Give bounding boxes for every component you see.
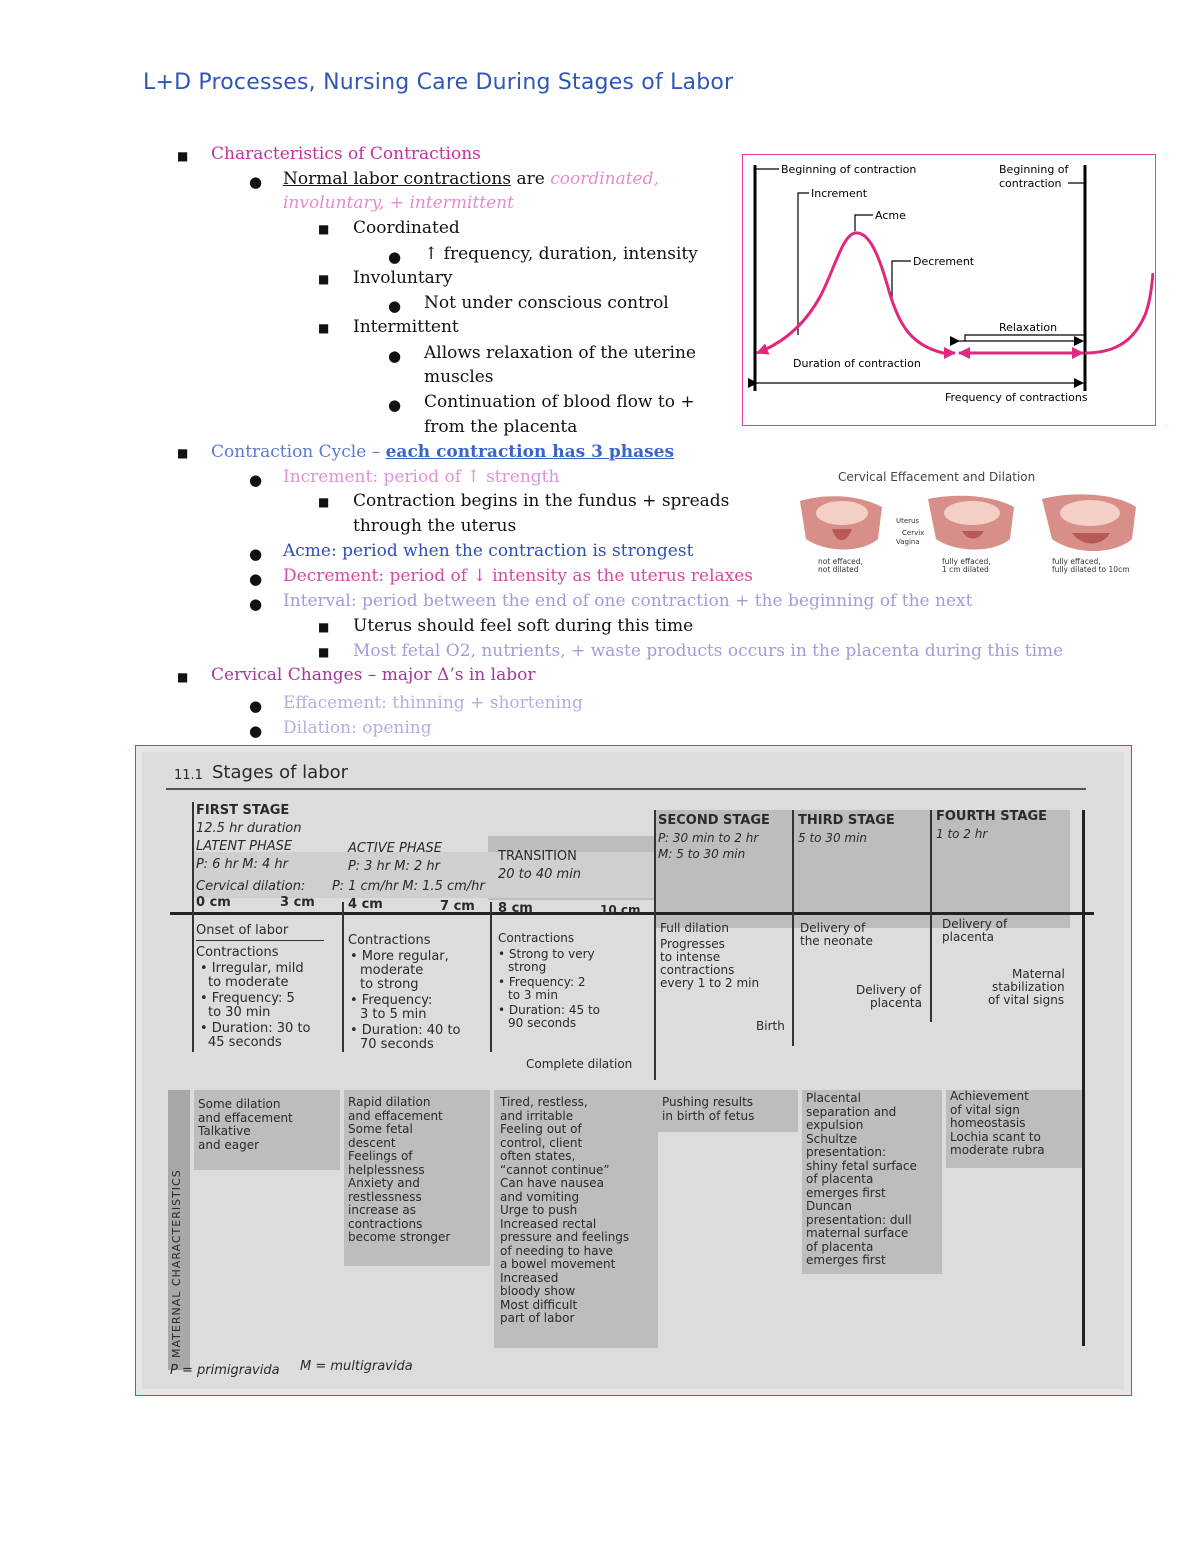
maternal-line: Feelings of xyxy=(348,1149,413,1163)
fourth-stage-duration: 1 to 2 hr xyxy=(936,827,988,841)
cervix-illustration-1 xyxy=(800,496,882,549)
divider-v1 xyxy=(192,802,194,1052)
c1-line: • Duration: 30 to xyxy=(200,1021,311,1036)
maternal-line: in birth of fetus xyxy=(662,1108,755,1123)
c2-line: • Frequency: xyxy=(350,993,433,1008)
divider-v5 xyxy=(792,810,794,1046)
outline-line: Increment: period of ↑ strength xyxy=(283,467,560,487)
s4-line: of vital signs xyxy=(988,993,1065,1007)
bullet-dot: ● xyxy=(249,697,263,715)
contraction-curve xyxy=(757,233,955,353)
latent-phase-duration: P: 6 hr M: 4 hr xyxy=(196,857,288,872)
maternal-line: of placenta xyxy=(806,1239,874,1254)
maternal-line: part of labor xyxy=(500,1311,575,1325)
legend-primigravida: P = primigravida xyxy=(170,1363,280,1378)
outline-line: Intermittent xyxy=(353,317,459,337)
outline-line: Acme: period when the contraction is strongest xyxy=(283,541,694,561)
outline-line xyxy=(283,167,659,191)
c1-line: 45 seconds xyxy=(208,1035,282,1050)
maternal-line: contractions xyxy=(348,1216,423,1231)
cm-8: 8 cm xyxy=(498,901,533,916)
maternal-line: restlessness xyxy=(348,1189,422,1204)
c3-line: • Frequency: 2 xyxy=(498,975,586,989)
divider-v3 xyxy=(490,902,492,1052)
outline-line: Most fetal O2, nutrients, + waste products occurs in the placenta during this time xyxy=(353,641,1064,661)
second-stage-duration-2: M: 5 to 30 min xyxy=(658,847,746,861)
maternal-line: of needing to have xyxy=(500,1243,614,1258)
c1-line: • Frequency: 5 xyxy=(200,991,295,1006)
first-stage-duration: 12.5 hr duration xyxy=(196,821,302,836)
transition-label: TRANSITION xyxy=(498,849,577,864)
cervix-illustration-2 xyxy=(928,496,1014,550)
maternal-line: control, client xyxy=(500,1135,583,1150)
maternal-col-2 xyxy=(348,1096,450,1245)
maternal-line: moderate rubra xyxy=(950,1143,1045,1157)
bullet-dot: ● xyxy=(388,297,402,315)
caption-2b: 1 cm dilated xyxy=(942,565,989,574)
label-decrement: Decrement xyxy=(913,255,975,268)
maternal-line: shiny fetal surface xyxy=(806,1158,917,1173)
bullet-dot: ● xyxy=(388,396,402,414)
c2-line: to strong xyxy=(360,977,419,992)
outline-line: Contraction begins in the fundus + spreads xyxy=(353,491,730,511)
heading-rule xyxy=(166,788,1086,790)
bullet-square: ■ xyxy=(177,446,189,460)
outline-line: from the placenta xyxy=(424,417,578,437)
contraction-diagram-svg xyxy=(743,155,1154,424)
maternal-line: Talkative xyxy=(198,1124,251,1138)
bullet-dot: ● xyxy=(249,722,263,740)
label-uterus: Uterus xyxy=(896,517,920,525)
bullet-square: ■ xyxy=(177,149,189,163)
cm-7: 7 cm xyxy=(440,899,475,914)
s3-line: Delivery of xyxy=(800,921,866,935)
stages-of-labor-photo xyxy=(135,745,1132,1396)
c3-line: 90 seconds xyxy=(508,1016,577,1030)
c2-head: Contractions xyxy=(348,933,431,948)
caption-2a: fully effaced, xyxy=(942,557,991,566)
section-heading: Cervical Changes – major Δ’s in labor xyxy=(211,665,536,685)
divider-v7 xyxy=(1082,810,1085,1346)
cervical-title: Cervical Effacement and Dilation xyxy=(838,470,1036,484)
cm-3: 3 cm xyxy=(280,895,315,910)
outline-line: Involuntary xyxy=(353,268,453,288)
maternal-line: separation and xyxy=(806,1104,897,1119)
cm-0: 0 cm xyxy=(196,895,231,910)
c2-line: 3 to 5 min xyxy=(360,1007,427,1022)
text-are: are xyxy=(511,169,551,189)
maternal-line: of vital sign xyxy=(950,1102,1020,1117)
label-duration: Duration of contraction xyxy=(793,357,921,370)
s2-line: every 1 to 2 min xyxy=(660,976,760,990)
caption-1b: not dilated xyxy=(818,565,859,574)
c2-line: 70 seconds xyxy=(360,1037,434,1052)
c1-head: Contractions xyxy=(196,945,279,960)
maternal-line: Duncan xyxy=(806,1199,853,1213)
next-contraction-curve xyxy=(1085,273,1153,353)
divider-v2 xyxy=(342,902,344,1052)
s2-line: Full dilation xyxy=(660,921,729,935)
cervical-diagram-svg xyxy=(796,467,1156,577)
page-title: L+D Processes, Nursing Care During Stages of Labor xyxy=(143,70,734,95)
maternal-line: often states, xyxy=(500,1149,576,1163)
s4-line: Maternal xyxy=(1012,967,1065,981)
section-heading xyxy=(211,440,674,464)
contraction-diagram xyxy=(742,154,1156,426)
c1-line: • Irregular, mild xyxy=(200,961,304,976)
cm-4: 4 cm xyxy=(348,897,383,912)
maternal-line: Placental xyxy=(806,1091,861,1105)
c1-line: to moderate xyxy=(208,975,289,990)
maternal-line: bloody show xyxy=(500,1284,576,1298)
maternal-line: of placenta xyxy=(806,1172,874,1186)
outline-line: Continuation of blood flow to + xyxy=(424,392,695,412)
bullet-square: ■ xyxy=(318,495,330,509)
maternal-line: Most difficult xyxy=(500,1297,578,1312)
legend-multigravida: M = multigravida xyxy=(300,1359,413,1374)
cm-10: 10 cm xyxy=(600,903,641,917)
s4-line: placenta xyxy=(942,930,994,944)
text-contraction-cycle: Contraction Cycle – xyxy=(211,442,386,462)
maternal-line: Increased xyxy=(500,1270,559,1285)
cervical-dilation-rate: P: 1 cm/hr M: 1.5 cm/hr xyxy=(332,879,485,894)
c1-line: to 30 min xyxy=(208,1005,271,1020)
maternal-line: Some dilation xyxy=(198,1097,281,1111)
outline-line: Dilation: opening xyxy=(283,718,432,738)
s4-line: stabilization xyxy=(992,980,1065,994)
maternal-characteristics-label: MATERNAL CHARACTERISTICS xyxy=(170,1169,183,1358)
maternal-col-5 xyxy=(806,1092,917,1268)
c3-head: Contractions xyxy=(498,931,575,945)
outline-line: Allows relaxation of the uterine xyxy=(424,343,696,363)
maternal-line: pressure and feelings xyxy=(500,1230,630,1244)
maternal-line: Some fetal xyxy=(348,1122,413,1136)
outline-line: Interval: period between the end of one contraction + the beginning of the next xyxy=(283,591,973,611)
outline-line: Effacement: thinning + shortening xyxy=(283,693,583,713)
maternal-col-6 xyxy=(950,1090,1045,1158)
onset-of-labor: Onset of labor xyxy=(196,923,289,938)
label-frequency: Frequency of contractions xyxy=(945,391,1088,404)
cervical-diagram xyxy=(796,467,1156,577)
maternal-line: and effacement xyxy=(348,1108,443,1123)
third-stage-duration: 5 to 30 min xyxy=(798,831,868,845)
maternal-line: and eager xyxy=(198,1137,260,1152)
label-beginning-left: Beginning of contraction xyxy=(781,163,917,176)
bullet-dot: ● xyxy=(388,347,402,365)
first-stage-label: FIRST STAGE xyxy=(196,803,290,818)
cervix-illustration-3 xyxy=(1042,494,1136,551)
third-stage-label: THIRD STAGE xyxy=(798,813,895,828)
active-phase-label: ACTIVE PHASE xyxy=(348,841,442,856)
maternal-line: helplessness xyxy=(348,1162,425,1177)
bullet-square: ■ xyxy=(318,272,330,286)
outline-line: through the uterus xyxy=(353,516,517,536)
bullet-dot: ● xyxy=(249,471,263,489)
bullet-dot: ● xyxy=(249,570,263,588)
maternal-line: Tired, restless, xyxy=(500,1095,588,1109)
maternal-col-1 xyxy=(198,1098,293,1152)
fourth-stage-label: FOURTH STAGE xyxy=(936,809,1048,824)
label-increment: Increment xyxy=(811,187,868,200)
cervical-dilation-label: Cervical dilation: xyxy=(196,879,306,894)
maternal-line: descent xyxy=(348,1135,396,1150)
s3-line: the neonate xyxy=(800,934,873,948)
second-stage-label: SECOND STAGE xyxy=(658,813,770,828)
maternal-line: Increased rectal xyxy=(500,1216,597,1231)
c2-line: moderate xyxy=(360,963,424,978)
outline-line: muscles xyxy=(424,367,494,387)
text-normal-labor: Normal labor contractions xyxy=(283,169,512,189)
text-coordinated-italic: coordinated, xyxy=(550,169,659,189)
table-number: 11.1 xyxy=(174,768,203,783)
outline-line: Uterus should feel soft during this time xyxy=(353,616,694,636)
maternal-line: Schultze xyxy=(806,1131,858,1146)
maternal-line: expulsion xyxy=(806,1118,864,1132)
bullet-dot: ● xyxy=(249,595,263,613)
c3-line: • Duration: 45 to xyxy=(498,1003,600,1017)
outline-line: Coordinated xyxy=(353,218,460,238)
maternal-line: Feeling out of xyxy=(500,1122,582,1136)
c3-line: strong xyxy=(508,960,547,974)
maternal-line: Pushing results xyxy=(662,1095,754,1109)
caption-3a: fully effaced, xyxy=(1052,557,1101,566)
maternal-line: emerges first xyxy=(806,1253,886,1267)
active-phase-duration: P: 3 hr M: 2 hr xyxy=(348,859,440,874)
maternal-col-4 xyxy=(662,1096,754,1123)
bullet-square: ■ xyxy=(177,670,189,684)
maternal-line: “cannot continue” xyxy=(500,1162,610,1177)
c2-line: • Duration: 40 to xyxy=(350,1023,461,1038)
bullet-dot: ● xyxy=(388,248,402,266)
label-cervix: Cervix xyxy=(902,529,925,537)
maternal-line: maternal surface xyxy=(806,1226,909,1240)
maternal-line: increase as xyxy=(348,1203,416,1217)
latent-phase-label: LATENT PHASE xyxy=(196,839,293,854)
transition-duration: 20 to 40 min xyxy=(498,867,582,882)
maternal-line: presentation: dull xyxy=(806,1212,912,1227)
table-heading: Stages of labor xyxy=(212,762,349,783)
maternal-line: and effacement xyxy=(198,1110,293,1125)
maternal-line: Anxiety and xyxy=(348,1176,420,1190)
maternal-line: Urge to push xyxy=(500,1203,578,1217)
bullet-dot: ● xyxy=(249,173,263,191)
divider-v6 xyxy=(930,810,932,1022)
maternal-line: a bowel movement xyxy=(500,1257,616,1271)
maternal-col-3 xyxy=(500,1096,629,1326)
label-beginning-right-1: Beginning of xyxy=(999,163,1069,176)
s2-line: contractions xyxy=(660,963,735,977)
c3-line: • Strong to very xyxy=(498,947,595,961)
s3-line: placenta xyxy=(870,996,922,1010)
outline-line: Not under conscious control xyxy=(424,293,669,313)
maternal-line: Achievement xyxy=(950,1089,1029,1103)
divider-v4 xyxy=(654,810,656,1080)
outline-line-cont: involuntary, + intermittent xyxy=(283,193,514,213)
c3-line: to 3 min xyxy=(508,988,558,1002)
bullet-square: ■ xyxy=(318,620,330,634)
maternal-line: and vomiting xyxy=(500,1189,580,1204)
maternal-line: homeostasis xyxy=(950,1116,1026,1130)
text-three-phases: each contraction has 3 phases xyxy=(385,442,675,462)
label-beginning-right-2: contraction xyxy=(999,177,1062,190)
label-relaxation: Relaxation xyxy=(999,321,1058,334)
caption-3b: fully dilated to 10cm xyxy=(1052,565,1130,574)
c2-line: • More regular, xyxy=(350,949,449,964)
maternal-line: become stronger xyxy=(348,1230,451,1244)
stages-table xyxy=(142,752,1124,1389)
s2-line: to intense xyxy=(660,950,721,964)
outline-line: Decrement: period of ↓ intensity as the uterus relaxes xyxy=(283,566,754,586)
maternal-line: and irritable xyxy=(500,1108,574,1123)
label-vagina: Vagina xyxy=(896,538,920,546)
bullet-square: ■ xyxy=(318,645,330,659)
birth-label: Birth xyxy=(756,1019,785,1033)
complete-dilation: Complete dilation xyxy=(526,1057,633,1071)
s3-line: Delivery of xyxy=(856,983,922,997)
s4-line: Delivery of xyxy=(942,917,1008,931)
maternal-line: Lochia scant to xyxy=(950,1129,1041,1144)
outline-line: ↑ frequency, duration, intensity xyxy=(424,244,698,264)
bullet-square: ■ xyxy=(318,321,330,335)
bullet-dot: ● xyxy=(249,545,263,563)
s2-line: Progresses xyxy=(660,937,725,951)
maternal-line: Can have nausea xyxy=(500,1176,604,1190)
bullet-square: ■ xyxy=(318,222,330,236)
caption-1a: not effaced, xyxy=(818,557,863,566)
section-heading: Characteristics of Contractions xyxy=(211,144,481,164)
maternal-line: Rapid dilation xyxy=(348,1095,431,1109)
maternal-line: emerges first xyxy=(806,1185,886,1200)
maternal-line: presentation: xyxy=(806,1145,886,1159)
label-acme: Acme xyxy=(875,209,906,222)
second-stage-duration-1: P: 30 min to 2 hr xyxy=(658,831,759,845)
